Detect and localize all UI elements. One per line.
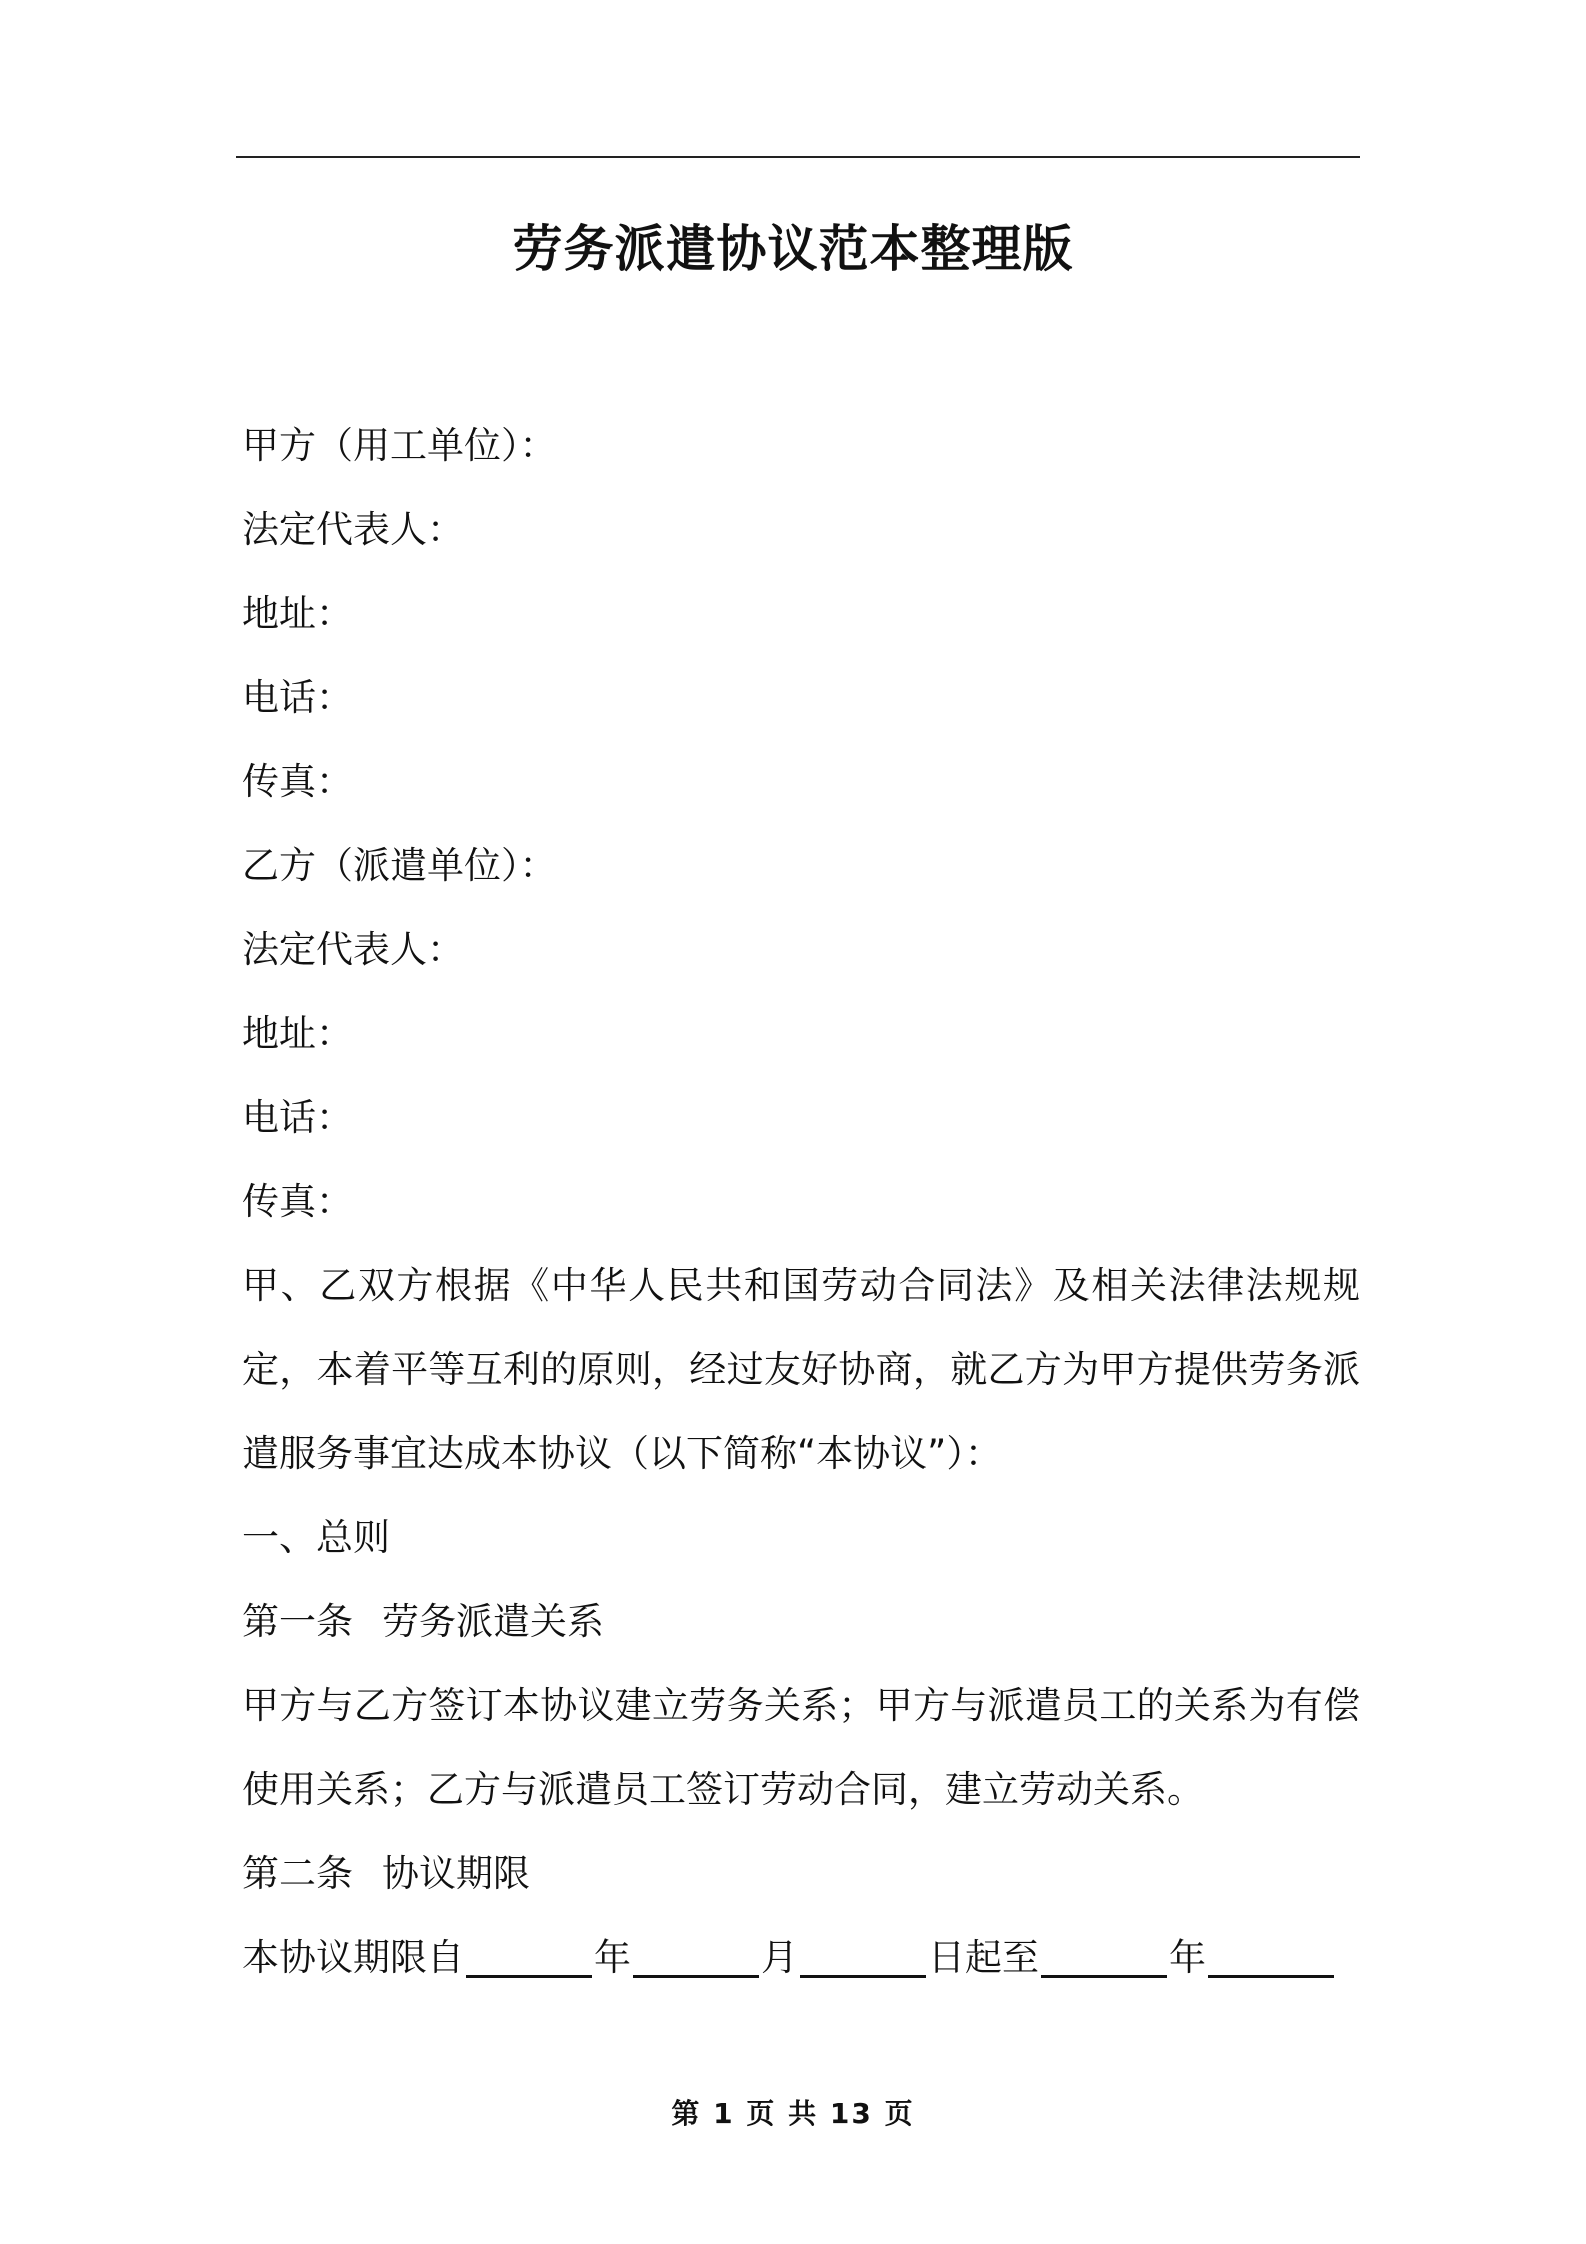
- party-a-phone: 电话：: [242, 676, 353, 719]
- page-number-footer: 第 1 页 共 13 页: [671, 2097, 915, 2130]
- article-2-heading: [242, 1832, 1360, 1916]
- term-day-from-label: 日起至: [928, 1936, 1039, 1979]
- party-a-label: 甲方（用工单位）：: [242, 424, 557, 467]
- party-b-legal-rep: 法定代表人：: [242, 928, 464, 971]
- party-a-legal-rep: 法定代表人：: [242, 508, 464, 551]
- term-year-label: 年: [594, 1936, 631, 1979]
- party-b-phone: 电话：: [242, 1096, 353, 1139]
- document-title: 劳务派遣协议范本整理版: [512, 220, 1074, 278]
- party-b-label: 乙方（派遣单位）：: [242, 844, 557, 887]
- preamble-paragraph: 甲、乙双方根据《中华人民共和国劳动合同法》及相关法律法规规定，本着平等互利的原则，经过友好协商，就乙方为甲方提供劳务派遣服务事宜达成本协议（以下简称“本协议”）：: [242, 1264, 1360, 1475]
- article-2-number: 第二条: [242, 1852, 353, 1895]
- term-month-label: 月: [761, 1936, 798, 1979]
- agreement-term-line: [242, 1916, 1360, 2000]
- party-a-address: 地址：: [242, 592, 353, 635]
- article-1-heading: [242, 1580, 1360, 1664]
- term-year-2-label: 年: [1169, 1936, 1206, 1979]
- party-a-fax: 传真：: [242, 760, 353, 803]
- article-1-text: 甲方与乙方签订本协议建立劳务关系；甲方与派遣员工的关系为有偿使用关系；乙方与派遣员工签订劳动合同，建立劳动关系。: [242, 1684, 1360, 1811]
- start-day-blank: [800, 1975, 926, 1978]
- document-body: [242, 404, 1360, 2000]
- party-b-address: 地址：: [242, 1012, 353, 1055]
- end-year-blank: [1041, 1975, 1167, 1978]
- start-month-blank: [633, 1975, 759, 1978]
- article-1-title: 劳务派遣关系: [382, 1600, 604, 1643]
- term-prefix: 本协议期限自: [242, 1936, 464, 1979]
- header-rule: [236, 156, 1360, 158]
- start-year-blank: [466, 1975, 592, 1978]
- article-2-title: 协议期限: [382, 1852, 530, 1895]
- party-b-fax: 传真：: [242, 1180, 353, 1223]
- end-month-blank: [1208, 1975, 1334, 1978]
- section-heading-general: 一、总则: [242, 1516, 390, 1559]
- article-1-number: 第一条: [242, 1600, 353, 1643]
